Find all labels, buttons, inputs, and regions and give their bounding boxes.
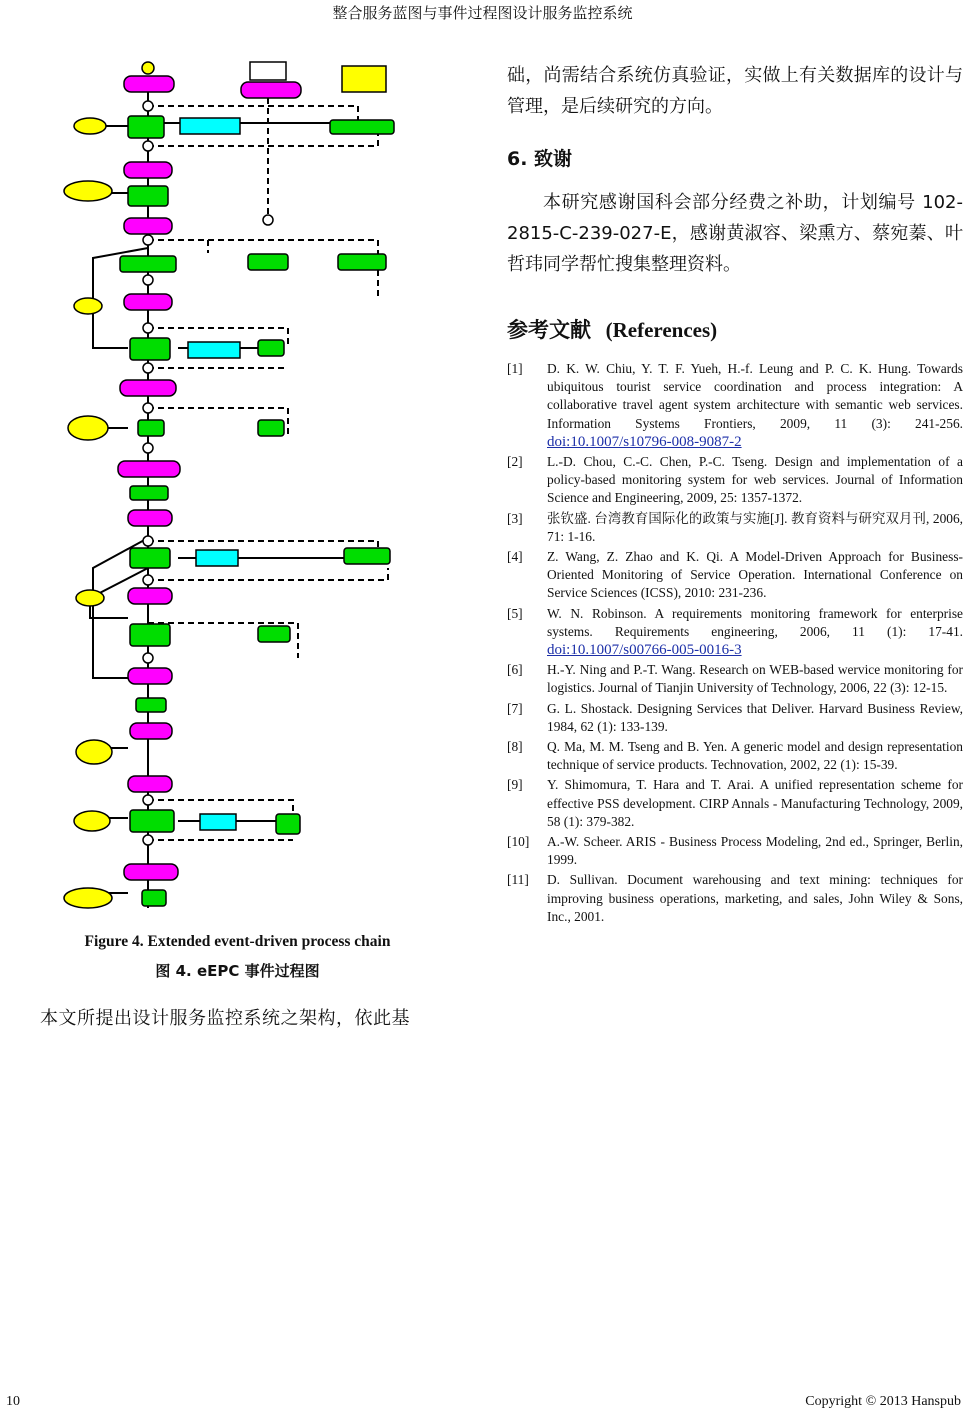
- right-column: [507, 60, 963, 928]
- reference-number: [6]: [507, 662, 523, 678]
- left-column-paragraph: 本文所提出设计服务监控系统之架构，依此基: [40, 1008, 410, 1029]
- reference-citation: D. K. W. Chiu, Y. T. F. Yueh, H.-f. Leung and P. C. K. Hung. Towards ubiquitous tourist service coordination and process integration: A collaborative travel agent system architecture with semantic web services. Information Systems Frontiers, 2009, 11 (3): 241-256.: [547, 361, 963, 431]
- references-title-zh: 参考文献: [507, 318, 591, 342]
- reference-text: [547, 661, 963, 697]
- copyright-notice: Copyright © 2013 Hanspub: [805, 1394, 961, 1409]
- reference-number: [1]: [507, 361, 523, 376]
- reference-number: [7]: [507, 700, 523, 716]
- reference-item: [507, 738, 963, 774]
- reference-item: [507, 700, 963, 736]
- reference-text: [547, 871, 963, 926]
- references-title: [507, 314, 963, 344]
- reference-item: [507, 605, 963, 660]
- reference-item: [507, 453, 963, 508]
- intro-paragraph: 础，尚需结合系统仿真验证，实做上有关数据库的设计与管理，是后续研究的方向。: [507, 65, 963, 117]
- reference-number: [8]: [507, 739, 523, 755]
- reference-text: [547, 605, 963, 660]
- doi-link[interactable]: doi:10.1007/s00766-005-0016-3: [547, 642, 742, 659]
- reference-item: [507, 833, 963, 869]
- running-header: 整合服务蓝图与事件过程图设计服务监控系统: [332, 4, 633, 22]
- reference-citation: D. Sullivan. Document warehousing and text mining: techniques for improving business operations, marketing, and sales, John Wiley & Sons, Inc., 2001.: [547, 872, 963, 924]
- reference-citation: Y. Shimomura, T. Hara and T. Arai. A unified representation scheme for effective PSS development. CIRP Annals - Manufacturing Technology, 2009, 58 (1): 379-382.: [547, 777, 963, 829]
- reference-text: [547, 776, 963, 831]
- reference-text: [547, 548, 963, 603]
- reference-citation: 张钦盛. 台湾教育国际化的政策与实施[J]. 教育资料与研究双月刊, 2006, 71: 1-16.: [547, 510, 963, 544]
- reference-citation: L.-D. Chou, C.-C. Chen, P.-C. Tseng. Design and implementation of a policy-based monitoring system for web services. Journal of Information Science and Engineering, 2009, 25: 1357-1372.: [547, 454, 963, 506]
- reference-number: [2]: [507, 454, 523, 470]
- section-title-acknowledgement: 6. 致谢: [507, 148, 573, 170]
- reference-citation: G. L. Shostack. Designing Services that Deliver. Harvard Business Review, 1984, 62 (1): 133-139.: [547, 700, 963, 734]
- references-title-en: (References): [605, 318, 718, 342]
- reference-item: [507, 871, 963, 926]
- reference-number: [9]: [507, 777, 523, 793]
- reference-text: [547, 738, 963, 774]
- figure-caption-chinese: 图 4. eEPC 事件过程图: [155, 962, 320, 980]
- reference-citation: A.-W. Scheer. ARIS - Business Process Modeling, 2nd ed., Springer, Berlin, 1999.: [547, 834, 963, 868]
- reference-item: [507, 360, 963, 451]
- reference-text: [547, 360, 963, 451]
- reference-number: [11]: [507, 872, 529, 888]
- reference-item: [507, 661, 963, 697]
- eepc-figure: [58, 58, 398, 918]
- reference-text: [547, 833, 963, 869]
- reference-list: [507, 360, 963, 926]
- figure-caption-english: Figure 4. Extended event-driven process chain: [84, 933, 391, 950]
- reference-item: [507, 548, 963, 603]
- reference-item: [507, 510, 963, 546]
- reference-number: [3]: [507, 510, 523, 526]
- reference-item: [507, 776, 963, 831]
- reference-number: [5]: [507, 605, 523, 621]
- reference-citation: Q. Ma, M. M. Tseng and B. Yen. A generic model and design representation technique of service products. Technovation, 2002, 22 (1): 15-39.: [547, 739, 963, 773]
- page-number: 10: [6, 1394, 20, 1409]
- doi-link[interactable]: doi:10.1007/s10796-008-9087-2: [547, 433, 742, 450]
- reference-number: [4]: [507, 549, 523, 565]
- reference-text: [547, 453, 963, 508]
- reference-text: [547, 510, 963, 546]
- reference-citation: Z. Wang, Z. Zhao and K. Qi. A Model-Driven Approach for Business-Oriented Monitoring of Service Operation. International Conference on Service Sciences (ICSS), 2010: 231-236.: [547, 549, 963, 601]
- acknowledgement-paragraph: 本研究感谢国科会部分经费之补助，计划编号 102-2815-C-239-027-E，感谢黄淑容、梁熏方、蔡宛蓁、叶哲玮同学帮忙搜集整理资料。: [507, 192, 963, 275]
- reference-citation: W. N. Robinson. A requirements monitoring framework for enterprise systems. Requirements engineering, 2006, 11 (1): 17-41.: [547, 605, 963, 639]
- reference-citation: H.-Y. Ning and P.-T. Wang. Research on WEB-based wervice monitoring for logistics. Journal of Tianjin University of Technology, 2006, 22 (3): 12-15.: [547, 662, 963, 696]
- reference-number: [10]: [507, 834, 530, 850]
- reference-text: [547, 700, 963, 736]
